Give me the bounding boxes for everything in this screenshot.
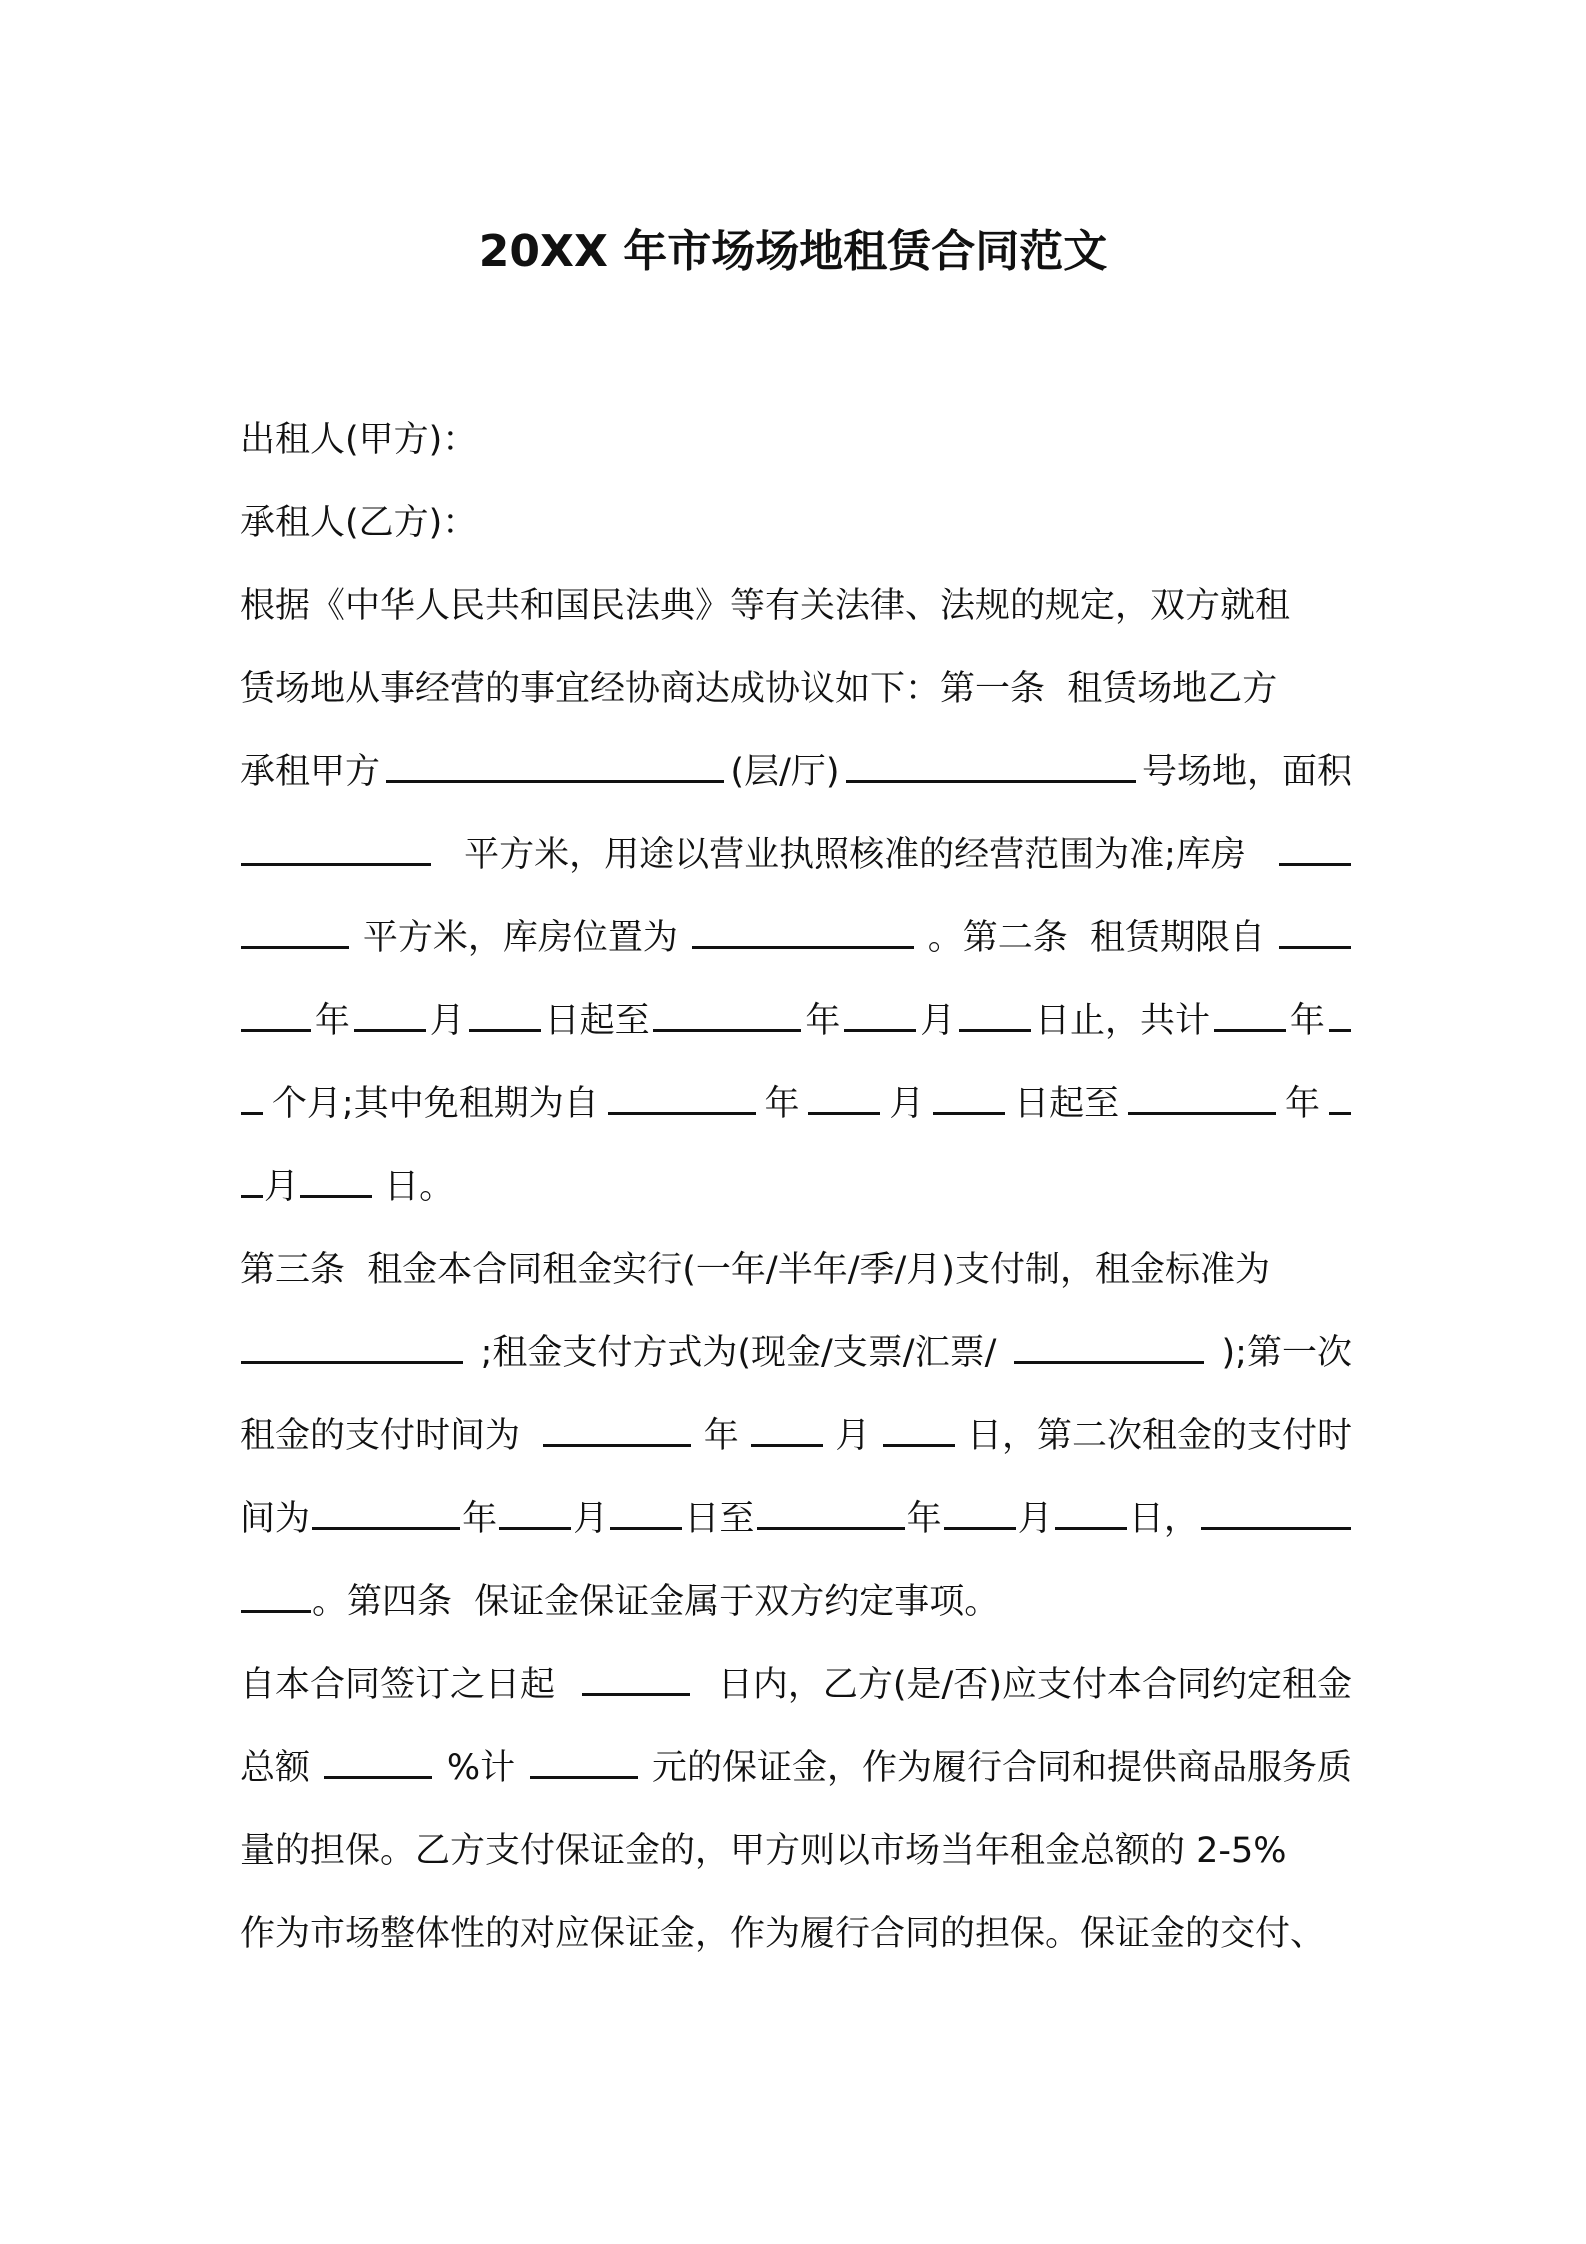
line-text: 月 [1017,1499,1053,1539]
line-text: 租金的支付时间为 [240,1416,532,1456]
fill-blank-first-pay-month[interactable] [751,1408,823,1447]
line-text: 第三条 租金本合同租金实行(一年/半年/季/月)支付制，租金标准为 [240,1250,1270,1290]
line-text: 日止，共计 [1035,1001,1211,1041]
fill-blank-second-pay-end-day[interactable] [1055,1491,1127,1530]
line-text: 年 [703,1416,739,1456]
line-text: 自本合同签订之日起 [240,1665,556,1705]
line-text: 月 [889,1084,925,1124]
line-text: 月 [264,1167,300,1207]
fill-blank-end-day[interactable] [959,993,1031,1032]
line-text: 间为 [240,1499,311,1539]
line-text: 出租人(甲方)： [240,420,478,460]
fill-blank-free-end-year[interactable] [1128,1076,1276,1115]
fill-blank-end-year[interactable] [653,993,801,1032]
fill-blank-payment-note-cont[interactable] [241,1574,311,1613]
text-line-deposit-days [240,1655,1352,1715]
fill-blank-term-start-year[interactable] [1279,910,1351,949]
text-line-second-payment [240,1489,1352,1549]
fill-blank-free-end-day[interactable] [300,1159,372,1198]
line-text: 。第二条 租赁期限自 [927,918,1266,958]
fill-blank-free-end-month-cont[interactable] [241,1159,263,1198]
line-text: 号场地，面积 [1141,752,1352,792]
line-text: 日起至 [544,1001,650,1041]
fill-blank-first-pay-day[interactable] [883,1408,955,1447]
line-text: );第一次 [1221,1333,1352,1373]
fill-blank-free-end-month[interactable] [1329,1076,1351,1115]
text-line-deposit-amount [240,1738,1352,1798]
line-text: %计 [446,1748,516,1788]
fill-blank-second-pay-end-month[interactable] [944,1491,1016,1530]
fill-blank-deposit-percent[interactable] [324,1740,432,1779]
line-text: 年 [805,1001,841,1041]
line-text: 年 [314,1001,350,1041]
text-line-lessor [240,410,1352,470]
fill-blank-floor[interactable] [386,744,724,783]
fill-blank-first-pay-year[interactable] [543,1408,691,1447]
line-text: 月 [920,1001,956,1041]
line-text: 月 [835,1416,871,1456]
text-line-first-payment [240,1406,1352,1466]
text-line-venue [240,742,1352,802]
text-line-article-4 [240,1572,1352,1632]
line-text: 月 [573,1499,609,1539]
line-text: 个月;其中免租期为自 [271,1084,599,1124]
fill-blank-free-start-year[interactable] [608,1076,756,1115]
line-text: 根据《中华人民共和国民法典》等有关法律、法规的规定，双方就租 [240,586,1291,626]
text-line-term [240,991,1352,1051]
fill-blank-start-month[interactable] [354,993,426,1032]
fill-blank-free-start-month[interactable] [808,1076,880,1115]
fill-blank-warehouse-location[interactable] [692,910,914,949]
fill-blank-warehouse-area[interactable] [1279,827,1351,866]
text-line-rent-free-end [240,1157,1352,1217]
text-line-area [240,825,1352,885]
fill-blank-free-start-day[interactable] [933,1076,1005,1115]
line-text: 作为市场整体性的对应保证金，作为履行合同的担保。保证金的交付、 [240,1914,1326,1954]
line-text: 月 [429,1001,465,1041]
fill-blank-total-months[interactable] [1329,993,1351,1032]
line-text: 年 [1285,1084,1321,1124]
fill-blank-start-day[interactable] [469,993,541,1032]
line-text: 赁场地从事经营的事宜经协商达成协议如下：第一条 租赁场地乙方 [240,669,1278,709]
fill-blank-venue-number[interactable] [846,744,1136,783]
line-text: 年 [462,1499,498,1539]
line-text: ;租金支付方式为(现金/支票/汇票/ [480,1333,997,1373]
line-text: 量的担保。乙方支付保证金的，甲方则以市场当年租金总额的 2-5% [240,1831,1287,1871]
fill-blank-second-pay-start-day[interactable] [610,1491,682,1530]
document-title: 20XX 年市场场地租赁合同范文 [478,226,1108,277]
fill-blank-total-years[interactable] [1214,993,1286,1032]
line-text: 日起至 [1014,1084,1120,1124]
line-text: 日至 [684,1499,755,1539]
fill-blank-payment-note[interactable] [1201,1491,1351,1530]
line-text: 年 [906,1499,942,1539]
text-line-rent-free [240,1074,1352,1134]
text-line-lessee [240,493,1352,553]
line-text: 平方米，用途以营业执照核准的经营范围为准;库房 [464,835,1246,875]
fill-blank-second-pay-start-month[interactable] [499,1491,571,1530]
text-line-warehouse [240,908,1352,968]
line-text: 。第四条 保证金保证金属于双方约定事项。 [312,1582,1000,1622]
fill-blank-deposit-yuan[interactable] [530,1740,638,1779]
fill-blank-second-pay-start-year[interactable] [312,1491,460,1530]
line-text: 承租人(乙方)： [240,503,478,543]
line-text: 元的保证金，作为履行合同和提供商品服务质 [651,1748,1352,1788]
fill-blank-end-month[interactable] [844,993,916,1032]
text-line-guarantee [240,1821,1352,1881]
fill-blank-second-pay-end-year[interactable] [757,1491,905,1530]
line-text: (层/厅) [730,752,840,792]
fill-blank-start-year[interactable] [241,993,311,1032]
fill-blank-rent-standard[interactable] [241,1325,463,1364]
line-text: 年 [764,1084,800,1124]
text-line-article-3 [240,1240,1352,1300]
line-text: 承租甲方 [240,752,381,792]
line-text: 日内，乙方(是/否)应支付本合同约定租金 [717,1665,1352,1705]
fill-blank-warehouse-area-cont[interactable] [241,910,349,949]
text-line-preamble [240,576,1352,636]
text-line-market-deposit [240,1904,1352,1964]
fill-blank-deposit-days[interactable] [582,1657,690,1696]
line-text: 日。 [373,1167,455,1207]
line-text: 总额 [240,1748,311,1788]
line-text: 日，第二次租金的支付时 [966,1416,1352,1456]
text-line-article-1 [240,659,1352,719]
line-text: 日， [1128,1499,1199,1539]
line-text: 平方米，库房位置为 [362,918,678,958]
fill-blank-total-months-cont[interactable] [241,1076,263,1115]
fill-blank-area[interactable] [241,827,431,866]
text-line-payment-method [240,1323,1352,1383]
line-text: 年 [1289,1001,1325,1041]
fill-blank-payment-other[interactable] [1014,1325,1204,1364]
